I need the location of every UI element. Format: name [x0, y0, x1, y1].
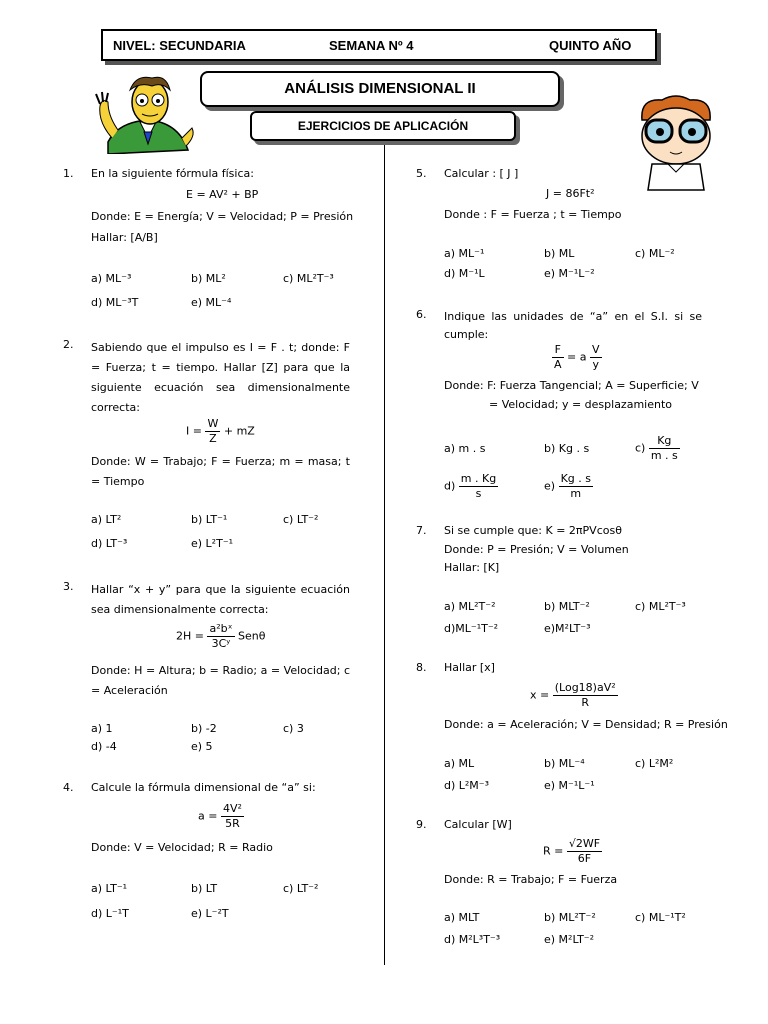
option-e: e) L⁻²T	[191, 907, 229, 920]
option-d: d) M⁻¹L	[444, 267, 485, 280]
fraction: $\frac{\text{(Log18)aV²}}{R}$	[554, 681, 616, 709]
problem-6-intro: Indique las unidades de “a” en el S.I. si se cumple:	[444, 310, 702, 341]
option-c: c) ML⁻²	[635, 247, 675, 260]
problem-5-formula: J = 86Ft²	[546, 187, 595, 200]
option-d: d) L²M⁻³	[444, 779, 490, 792]
problem-6-number: 6.	[416, 308, 427, 321]
fraction: $\frac{W}{Z}$	[207, 417, 219, 445]
option-a: a) m . s	[444, 442, 486, 455]
problem-6-formula: $\frac{F}{A}$ = a $\frac{V}{y}$	[554, 343, 600, 371]
option-e: e) L²T⁻¹	[191, 537, 234, 550]
option-a: a) ML⁻¹	[444, 247, 485, 260]
option-d: d) M²L³T⁻³	[444, 933, 501, 946]
problem-4-where: Donde: V = Velocidad; R = Radio	[91, 841, 273, 854]
option-c: c) 3	[283, 722, 304, 735]
option-e: e) ML⁻⁴	[191, 296, 232, 309]
option-e: e) $\frac{Kg . s}{m}$	[544, 472, 591, 500]
option-b: b) ML	[544, 247, 575, 260]
fraction: $\frac{\text{a²bˣ}}{\text{3Cʸ}}$	[209, 622, 233, 650]
problem-5-intro: Calcular : [ J ]	[444, 167, 519, 180]
option-e: e)M²LT⁻³	[544, 622, 591, 635]
column-divider	[384, 145, 385, 965]
problem-8-where: Donde: a = Aceleración; V = Densidad; R = Presión	[444, 718, 728, 731]
fraction: $\frac{V}{y}$	[592, 343, 600, 371]
problem-3-where: Donde: H = Altura; b = Radio; a = Velocidad; c = Aceleración	[91, 664, 350, 697]
option-d: d) L⁻¹T	[91, 907, 129, 920]
option-e: e) M²LT⁻²	[544, 933, 595, 946]
week-label: SEMANA Nº 4	[329, 38, 414, 53]
year-label: QUINTO AÑO	[549, 38, 632, 53]
problem-9-intro: Calcular [W]	[444, 818, 512, 831]
option-c: c) L²M²	[635, 757, 674, 770]
option-d: d)ML⁻¹T⁻²	[444, 622, 499, 635]
professor-cartoon-icon	[78, 72, 198, 154]
fraction: $\frac{F}{A}$	[554, 343, 562, 371]
option-a: a) LT⁻¹	[91, 882, 128, 895]
option-d: d) -4	[91, 740, 117, 753]
option-e: e) 5	[191, 740, 213, 753]
problem-2-intro: Sabiendo que el impulso es I = F . t; donde: F = Fuerza; t = tiempo. Hallar [Z] para que la siguiente ecuación sea dimensionalmente correcta:	[91, 341, 350, 414]
problem-6-where: Donde: F: Fuerza Tangencial; A = Superficie; V	[444, 379, 699, 392]
option-a: a) LT²	[91, 513, 122, 526]
problem-8-formula: x = $\frac{\text{(Log18)aV²}}{R}$	[530, 681, 616, 709]
option-b: b) LT	[191, 882, 218, 895]
dexter-cartoon-icon	[632, 92, 720, 192]
option-e: e) M⁻¹L⁻²	[544, 267, 595, 280]
problem-5-where: Donde : F = Fuerza ; t = Tiempo	[444, 208, 622, 221]
fraction: $\frac{Kg . s}{m}$	[560, 472, 591, 500]
option-b: b) ML⁻⁴	[544, 757, 585, 770]
option-c: c) ML²T⁻³	[635, 600, 686, 613]
problem-9-formula: R = $\frac{√2WF}{6F}$	[543, 837, 601, 865]
option-a: a) ML²T⁻²	[444, 600, 496, 613]
option-b: b) ML²T⁻²	[544, 911, 596, 924]
problem-3-number: 3.	[63, 580, 74, 593]
option-b: b) Kg . s	[544, 442, 590, 455]
option-b: b) ML²	[191, 272, 226, 285]
problem-2-formula: I = $\frac{W}{Z}$ + mZ	[186, 417, 255, 445]
problem-1-intro: En la siguiente fórmula física:	[91, 167, 254, 180]
option-a: a) ML⁻³	[91, 272, 132, 285]
problem-1-where: Donde: E = Energía; V = Velocidad; P = Presión	[91, 210, 354, 223]
option-c: c) $\frac{Kg}{m . s}$	[635, 434, 678, 462]
problem-3-intro: Hallar “x + y” para que la siguiente ecuación sea dimensionalmente correcta:	[91, 583, 350, 616]
option-a: a) ML	[444, 757, 475, 770]
problem-3-formula: 2H = $\frac{\text{a²bˣ}}{\text{3Cʸ}}$ Senθ	[176, 622, 266, 650]
problem-2-number: 2.	[63, 338, 74, 351]
problem-6-where-cont: = Velocidad; y = desplazamiento	[489, 398, 672, 411]
problem-5-number: 5.	[416, 167, 427, 180]
problem-7-number: 7.	[416, 524, 427, 537]
option-a: a) MLT	[444, 911, 480, 924]
option-b: b) LT⁻¹	[191, 513, 228, 526]
problem-1-formula: E = AV² + BP	[186, 188, 259, 201]
problem-9-where: Donde: R = Trabajo; F = Fuerza	[444, 873, 618, 886]
problem-4-formula: a = $\frac{\text{4V²}}{5R}$	[198, 802, 242, 830]
problem-4-intro: Calcule la fórmula dimensional de “a” si:	[91, 781, 316, 794]
problem-8-number: 8.	[416, 661, 427, 674]
problem-7-intro: Si se cumple que: K = 2πPVcosθ	[444, 524, 622, 537]
problem-2-where: Donde: W = Trabajo; F = Fuerza; m = masa; t = Tiempo	[91, 455, 350, 488]
problem-4-number: 4.	[63, 781, 74, 794]
problem-1-number: 1.	[63, 167, 74, 180]
option-b: b) MLT⁻²	[544, 600, 590, 613]
option-c: c) LT⁻²	[283, 513, 319, 526]
option-c: c) ML⁻¹T²	[635, 911, 686, 924]
problem-9-number: 9.	[416, 818, 427, 831]
option-e: e) M⁻¹L⁻¹	[544, 779, 595, 792]
problem-7-find: Hallar: [K]	[444, 561, 500, 574]
option-b: b) -2	[191, 722, 217, 735]
problem-1-find: Hallar: [A/B]	[91, 231, 158, 244]
option-c: c) ML²T⁻³	[283, 272, 334, 285]
fraction: $\frac{m . Kg}{s}$	[460, 472, 497, 500]
problem-7-where: Donde: P = Presión; V = Volumen	[444, 543, 629, 556]
fraction: $\frac{\text{4V²}}{5R}$	[222, 802, 242, 830]
option-a: a) 1	[91, 722, 113, 735]
option-c: c) LT⁻²	[283, 882, 319, 895]
option-d: d) $\frac{m . Kg}{s}$	[444, 472, 497, 500]
option-d: d) ML⁻³T	[91, 296, 139, 309]
header-bar	[101, 29, 657, 61]
page-subtitle: EJERCICIOS DE APLICACIÓN	[250, 111, 516, 141]
option-d: d) LT⁻³	[91, 537, 128, 550]
page-title: ANÁLISIS DIMENSIONAL II	[200, 71, 560, 107]
fraction: $\frac{Kg}{m . s}$	[650, 434, 678, 462]
fraction: $\frac{√2WF}{6F}$	[568, 837, 601, 865]
problem-8-intro: Hallar [x]	[444, 661, 495, 674]
level-label: NIVEL: SECUNDARIA	[113, 38, 246, 53]
